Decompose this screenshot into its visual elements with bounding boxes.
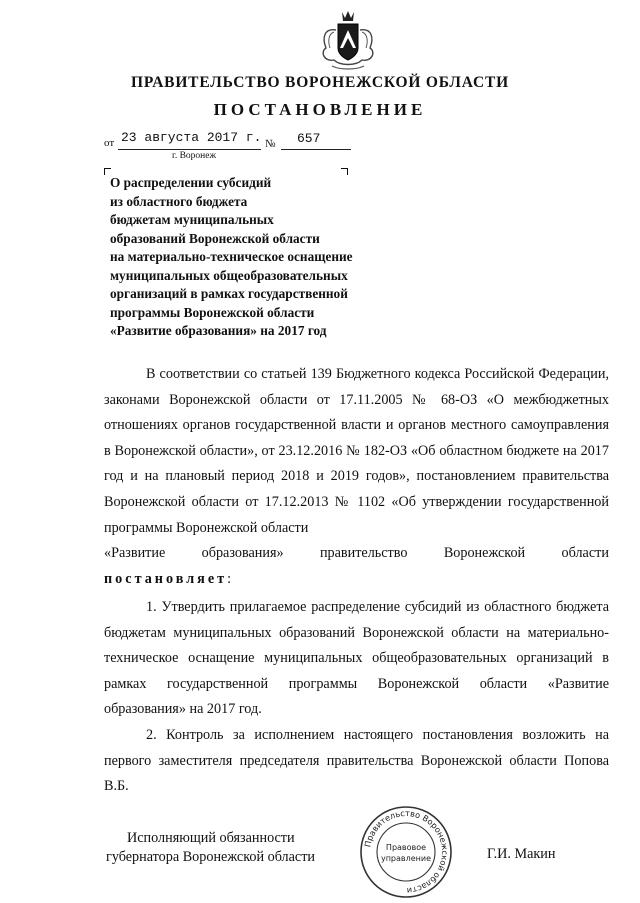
preamble-word: образования» [201, 545, 284, 562]
preamble [104, 362, 609, 592]
city: г. Воронеж [172, 151, 217, 161]
title-line: на материально-техническое оснащение [110, 249, 353, 264]
preamble-word: Воронежской [443, 545, 526, 562]
title-line: программы Воронежской области [110, 304, 315, 320]
decree-line [104, 567, 609, 593]
title-line: организаций в рамках государственной [110, 286, 348, 301]
decree-word: постановляет [104, 570, 228, 587]
signatory-position-line1: Исполняющий обязанности [127, 830, 295, 846]
number-underline [281, 149, 351, 150]
preamble-word: «Развитие [104, 545, 166, 562]
title-line: муниципальных общеобразовательных [110, 267, 348, 283]
preamble-last-line [104, 541, 609, 567]
number-label: № [265, 138, 276, 150]
stamp-ring-text: Правительство Воронежской области [362, 807, 451, 897]
date-underline [118, 149, 261, 150]
document-type: ПОСТАНОВЛЕНИЕ [213, 100, 427, 119]
preamble-text: В соответствии со статьей 139 Бюджетного кодекса Российской Федерации, законами Воронежской области от 17.11.2005 № 68-ОЗ «О межбюджетных отношениях органов государственной власти и органов местного самоуправления в Воронежской области», от 23.12.2016 № 182-ОЗ «Об областном бюджете на 2017 год и на плановый период 2018 и 2019 годов», постановлением правительства Воронежской области от 17.12.2013 № 1102 «Об утверждении государственной программы Воронежской области [104, 366, 609, 536]
preamble-word: правительство [319, 545, 408, 562]
government-name: ПРАВИТЕЛЬСТВО ВОРОНЕЖСКОЙ ОБЛАСТИ [131, 74, 509, 91]
document-number: 657 [297, 131, 321, 146]
title-line: образований Воронежской области [110, 230, 320, 246]
decree-item-1: 1. Утвердить прилагаемое распределение субсидий из областного бюджета бюджетам муниципальных образований Воронежской области на материально-техническое оснащение муниципальных общеобразовательных организаций в рамках государственной программы Воронежской области «Развитие образования» на 2017 год. [104, 599, 609, 718]
document-title [110, 174, 353, 341]
title-line: бюджетам муниципальных [110, 212, 274, 227]
date-label: от [104, 137, 115, 149]
signatory-name: Г.И. Макин [487, 846, 556, 862]
preamble-word: области [561, 545, 609, 562]
signatory-position-line2: губернатора Воронежской области [106, 849, 316, 865]
title-line: О распределении субсидий [110, 175, 272, 190]
title-line: «Развитие образования» на 2017 год [110, 323, 327, 338]
official-stamp [359, 805, 453, 899]
coat-of-arms-icon [316, 8, 380, 74]
stamp-center-line1: Правовое [385, 843, 427, 852]
document-date: 23 августа 2017 г. [121, 130, 262, 145]
decree-colon: : [227, 570, 232, 587]
title-line: из областного бюджета [110, 193, 248, 209]
stamp-center-line2: управление [380, 854, 432, 863]
decree-item-2: 2. Контроль за исполнением настоящего постановления возложить на первого заместителя председателя правительства Воронежской области Попова В.Б. [104, 727, 609, 795]
